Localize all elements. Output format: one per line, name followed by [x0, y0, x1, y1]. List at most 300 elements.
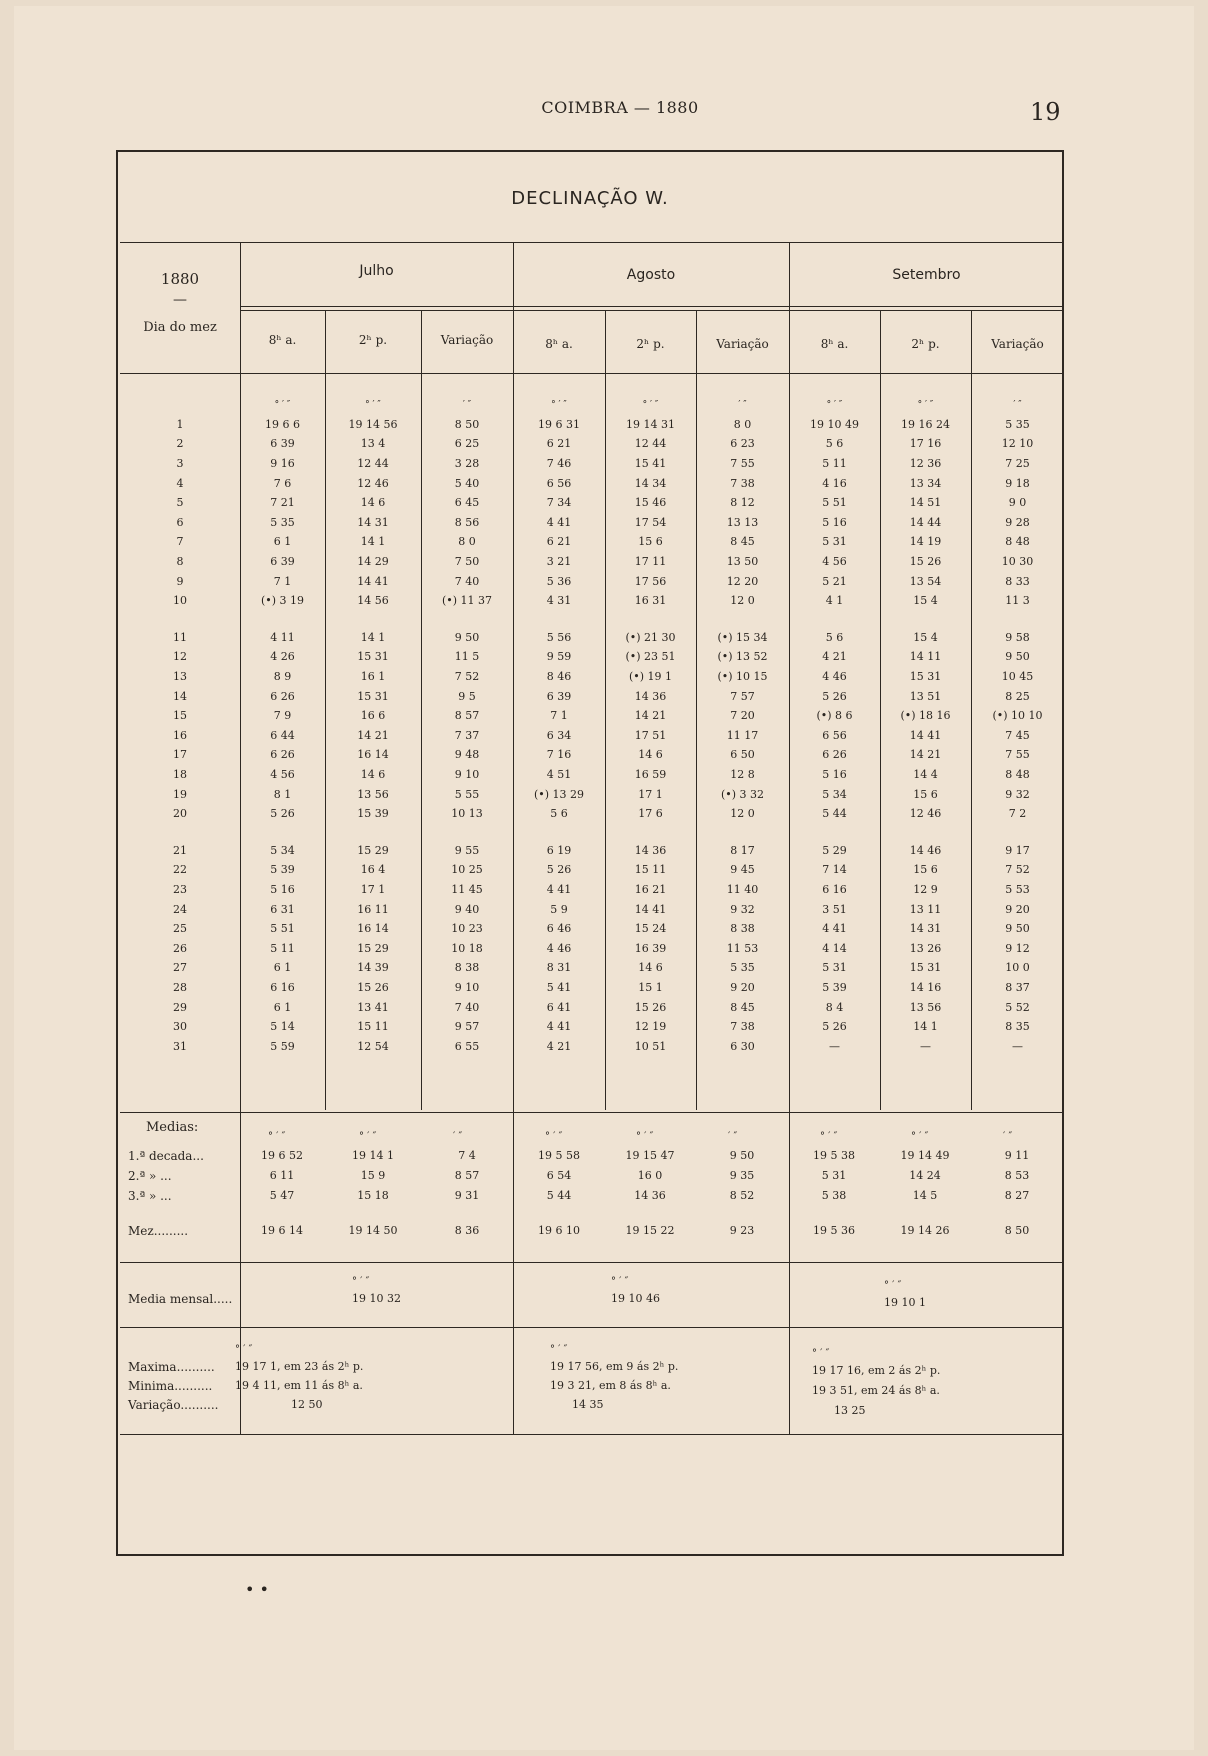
value-cell: 6 50 [730, 748, 755, 762]
value-cell: 8 48 [1005, 535, 1030, 549]
value-cell: 8 4 [825, 1000, 844, 1014]
mez-value: 19 15 22 [625, 1224, 675, 1237]
value-cell: 6 45 [454, 496, 480, 510]
value-cell: 13 13 [726, 515, 759, 529]
value-cell: 7 37 [454, 728, 480, 742]
table-row [120, 571, 1064, 591]
rule-under-colheads [120, 373, 1064, 374]
maxima-label: Maxima.......... [128, 1360, 215, 1374]
value-cell: 16 6 [360, 709, 386, 723]
rule-under-title [120, 242, 1064, 243]
day-cell: 11 [173, 630, 187, 644]
value-cell: 16 11 [357, 902, 389, 916]
value-cell: 13 56 [357, 787, 389, 801]
value-cell: 10 25 [451, 863, 483, 877]
value-cell: 8 57 [454, 709, 480, 723]
day-column-label: Dia do mez [143, 320, 217, 335]
value-cell: (•) 3 19 [260, 594, 305, 608]
value-cell: (•) 11 37 [441, 594, 493, 608]
value-cell: 19 6 6 [265, 417, 300, 431]
value-cell: 9 16 [270, 457, 295, 471]
value-cell: 12 46 [909, 807, 942, 821]
value-cell: — [1012, 1039, 1023, 1053]
value-cell: 10 51 [634, 1039, 667, 1053]
value-cell: 13 51 [909, 689, 942, 703]
value-cell: 19 14 56 [348, 417, 398, 431]
value-cell: 6 23 [730, 437, 755, 451]
value-cell: 5 9 [550, 902, 568, 916]
value-cell: 12 20 [726, 574, 759, 588]
value-cell: 6 34 [546, 728, 572, 742]
table-row [120, 860, 1064, 880]
day-cell: 31 [173, 1039, 187, 1053]
value-cell: (•) 10 10 [992, 709, 1043, 723]
table-row [120, 919, 1064, 939]
value-cell: 16 14 [357, 748, 389, 762]
value-cell: 7 46 [546, 457, 572, 471]
value-cell: 14 11 [909, 650, 942, 664]
value-cell: 6 55 [454, 1039, 480, 1053]
value-cell: 3 21 [546, 555, 572, 569]
value-cell: 11 17 [726, 728, 759, 742]
day-cell: 27 [173, 961, 187, 975]
value-cell: 7 50 [454, 555, 480, 569]
value-cell: 5 35 [270, 515, 295, 529]
medias-row-label: 2.ª » ... [128, 1169, 172, 1183]
table-row [120, 840, 1064, 860]
value-cell: 13 41 [357, 1000, 389, 1014]
unit-cell [120, 395, 240, 415]
day-cell: 28 [173, 980, 187, 994]
value-cell: 14 31 [357, 515, 389, 529]
rule-above-medias [120, 1112, 1064, 1113]
value-cell: 5 14 [270, 1020, 295, 1034]
value-cell: 10 45 [1001, 670, 1034, 684]
day-cell: 24 [173, 902, 187, 916]
medias-row-label: 1.ª decada... [128, 1149, 204, 1163]
media-mensal-setembro: 19 10 1 [884, 1296, 926, 1309]
day-cell: 5 [176, 496, 184, 510]
value-cell: 6 1 [273, 1000, 292, 1014]
mez-value: 19 6 14 [261, 1224, 303, 1237]
media-mensal-unit-julho: ° ′ ″ [352, 1276, 370, 1287]
value-cell: 4 26 [270, 650, 295, 664]
table-row [120, 513, 1064, 533]
value-cell: 9 5 [458, 689, 476, 703]
value-cell: 8 46 [546, 670, 572, 684]
value-cell: 14 41 [909, 728, 942, 742]
value-cell: 8 45 [730, 535, 755, 549]
value-cell: 15 6 [913, 863, 938, 877]
value-cell: (•) 18 16 [900, 709, 951, 723]
value-cell: 14 1 [360, 535, 386, 549]
value-cell: 9 50 [1005, 922, 1030, 936]
minima-label: Minima.......... [128, 1379, 213, 1393]
value-cell: 5 34 [270, 843, 295, 857]
value-cell: 4 41 [546, 1020, 572, 1034]
extremes-unit-setembro: ° ′ ″ [812, 1348, 830, 1359]
value-cell: 8 0 [458, 535, 476, 549]
mez-value: 19 14 26 [900, 1224, 950, 1237]
day-cell: 13 [173, 670, 187, 684]
unit-cell: ° ′ ″ [365, 399, 381, 410]
value-cell: (•) 13 52 [717, 650, 768, 664]
value-cell: 6 39 [270, 437, 295, 451]
value-cell: 15 39 [357, 807, 389, 821]
day-cell: 15 [173, 709, 187, 723]
medias-unit: ° ′ ″ [359, 1131, 377, 1142]
value-cell: 13 54 [909, 574, 942, 588]
medias-row-label: 3.ª » ... [128, 1189, 172, 1203]
rule-under-months-double [240, 310, 1064, 311]
value-cell: 6 41 [546, 1000, 572, 1014]
mez-label: Mez......... [128, 1224, 189, 1238]
mez-value: 9 23 [729, 1224, 755, 1237]
value-cell: 7 38 [730, 476, 755, 490]
medias-unit: ° ′ ″ [545, 1131, 563, 1142]
table-row [120, 454, 1064, 474]
value-cell: 4 56 [270, 767, 295, 781]
value-cell: 12 0 [730, 807, 755, 821]
value-cell: 4 46 [546, 941, 572, 955]
value-cell: 14 56 [357, 594, 389, 608]
table-row [120, 726, 1064, 746]
value-cell: 11 45 [451, 882, 483, 896]
medias-unit: ° ′ ″ [820, 1131, 838, 1142]
value-cell: 17 16 [909, 437, 942, 451]
value-cell: 14 29 [357, 555, 389, 569]
value-cell: 9 58 [1005, 630, 1030, 644]
value-cell: 15 46 [634, 496, 667, 510]
decade-gap [120, 611, 1064, 628]
value-cell: 16 21 [634, 882, 667, 896]
media-mensal-julho: 19 10 32 [352, 1292, 401, 1305]
medias-unit: ′ ″ [453, 1131, 463, 1142]
medias-value: 6 11 [269, 1169, 295, 1182]
value-cell: 17 1 [360, 882, 386, 896]
value-cell: 8 9 [273, 670, 292, 684]
value-cell: 5 6 [825, 630, 844, 644]
table-row [120, 434, 1064, 454]
value-cell: 5 59 [270, 1039, 295, 1053]
value-cell: 12 46 [357, 476, 389, 490]
value-cell: 4 41 [546, 882, 572, 896]
value-cell: 7 21 [270, 496, 295, 510]
value-cell: 12 10 [1001, 437, 1034, 451]
value-cell: 8 1 [273, 787, 292, 801]
value-cell: 9 50 [1005, 650, 1030, 664]
value-cell: 14 34 [634, 476, 667, 490]
medias-label: Medias: [146, 1120, 199, 1135]
value-cell: 7 57 [730, 689, 755, 703]
value-cell: (•) 8 6 [816, 709, 853, 723]
value-cell: 5 41 [546, 980, 572, 994]
day-cell: 29 [173, 1000, 187, 1014]
value-cell: 15 11 [634, 863, 667, 877]
value-cell: 5 29 [822, 843, 847, 857]
value-cell: 5 21 [822, 574, 847, 588]
value-cell: 4 1 [825, 594, 844, 608]
value-cell: 14 46 [909, 843, 942, 857]
value-cell: 9 48 [454, 748, 480, 762]
value-cell: 9 20 [730, 980, 755, 994]
variacao-julho: 12 50 [291, 1398, 323, 1411]
day-cell: 30 [173, 1020, 187, 1034]
value-cell: 15 31 [909, 670, 942, 684]
value-cell: 9 40 [454, 902, 480, 916]
value-cell: — [920, 1039, 931, 1053]
value-cell: 5 35 [730, 961, 755, 975]
value-cell: 6 39 [546, 689, 572, 703]
table-row [120, 667, 1064, 687]
gap-cell [120, 611, 1064, 628]
value-cell: 5 6 [825, 437, 844, 451]
value-cell: 6 1 [273, 535, 292, 549]
running-header [0, 98, 1208, 126]
value-cell: 6 56 [546, 476, 572, 490]
value-cell: 5 35 [1005, 417, 1030, 431]
value-cell: 14 51 [909, 496, 942, 510]
col-julho-2p: 2ʰ p. [358, 333, 388, 347]
value-cell: 5 39 [822, 980, 847, 994]
value-cell: 15 4 [913, 594, 938, 608]
year-dash: — [173, 292, 187, 308]
medias-value: 19 5 38 [813, 1149, 855, 1162]
col-setembro-8a: 8ʰ a. [820, 337, 849, 351]
value-cell: 12 36 [909, 457, 942, 471]
col-julho-var: Variação [440, 333, 494, 347]
value-cell: 14 41 [357, 574, 389, 588]
medias-unit: ′ ″ [1003, 1131, 1013, 1142]
table-row [120, 647, 1064, 667]
minima-julho: 19 4 11, em 11 ás 8ʰ a. [235, 1379, 363, 1392]
value-cell: 4 21 [822, 650, 847, 664]
value-cell: 15 31 [357, 650, 389, 664]
value-cell: 15 24 [634, 922, 667, 936]
value-cell: 15 31 [357, 689, 389, 703]
medias-value: 15 18 [357, 1189, 389, 1202]
rule-above-extremes [120, 1327, 1064, 1328]
value-cell: 12 54 [357, 1039, 389, 1053]
medias-value: 15 9 [360, 1169, 386, 1182]
value-cell: 7 40 [454, 574, 480, 588]
media-mensal-agosto: 19 10 46 [611, 1292, 660, 1305]
table-row [120, 899, 1064, 919]
maxima-agosto: 19 17 56, em 9 ás 2ʰ p. [550, 1360, 679, 1373]
month-julho: Julho [359, 263, 394, 279]
unit-cell: ° ′ ″ [917, 399, 934, 410]
value-cell: 4 46 [822, 670, 847, 684]
value-cell: 15 6 [638, 535, 663, 549]
value-cell: 8 38 [454, 961, 480, 975]
day-cell: 20 [173, 807, 187, 821]
value-cell: 16 14 [357, 922, 389, 936]
value-cell: 14 16 [909, 980, 942, 994]
value-cell: 15 29 [357, 941, 389, 955]
value-cell: 5 34 [822, 787, 847, 801]
value-cell: 9 45 [730, 863, 755, 877]
medias-value: 8 53 [1004, 1169, 1030, 1182]
value-cell: 5 26 [546, 863, 572, 877]
gap-cell [120, 823, 1064, 840]
day-cell: 22 [173, 863, 187, 877]
value-cell: 5 31 [822, 961, 847, 975]
value-cell: 7 2 [1008, 807, 1027, 821]
value-cell: 6 21 [546, 535, 572, 549]
medias-value: 6 54 [546, 1169, 572, 1182]
value-cell: 17 51 [634, 728, 667, 742]
value-cell: (•) 3 32 [720, 787, 765, 801]
value-cell: 8 56 [454, 515, 480, 529]
col-agosto-2p: 2ʰ p. [636, 337, 665, 351]
medias-value: 9 35 [729, 1169, 755, 1182]
medias-value: 14 24 [909, 1169, 941, 1182]
value-cell: 7 40 [454, 1000, 480, 1014]
value-cell: 6 44 [270, 728, 295, 742]
value-cell: 9 59 [546, 650, 572, 664]
table-row [120, 591, 1064, 611]
value-cell: 16 39 [634, 941, 667, 955]
value-cell: 13 26 [909, 941, 942, 955]
col-agosto-var: Variação [716, 337, 769, 351]
rule-above-media-mensal [120, 1262, 1064, 1263]
col-julho-8a: 8ʰ a. [268, 333, 297, 347]
value-cell: 8 25 [1005, 689, 1030, 703]
value-cell: 10 13 [451, 807, 483, 821]
value-cell: 5 26 [822, 689, 847, 703]
year-label: 1880 [160, 270, 200, 288]
value-cell: 15 41 [634, 457, 667, 471]
value-cell: 19 10 49 [810, 417, 859, 431]
value-cell: 7 55 [730, 457, 755, 471]
medias-unit: ° ′ ″ [268, 1131, 286, 1142]
value-cell: 11 40 [726, 882, 759, 896]
value-cell: 9 10 [454, 980, 480, 994]
page-number: 19 [1030, 98, 1061, 126]
value-cell: 10 0 [1005, 961, 1030, 975]
value-cell: 5 26 [822, 1020, 847, 1034]
medias-value: 8 27 [1004, 1189, 1030, 1202]
value-cell: 11 53 [726, 941, 759, 955]
value-cell: 13 56 [909, 1000, 942, 1014]
value-cell: 7 14 [822, 863, 847, 877]
day-cell: 7 [176, 535, 184, 549]
value-cell: 14 44 [909, 515, 942, 529]
rule-under-months [240, 306, 1064, 307]
day-cell: 19 [173, 787, 187, 801]
value-cell: 5 11 [822, 457, 847, 471]
value-cell: 9 12 [1005, 941, 1030, 955]
value-cell: 14 21 [634, 709, 667, 723]
value-cell: 5 51 [270, 922, 295, 936]
value-cell: 5 31 [822, 535, 847, 549]
medias-value: 19 14 1 [352, 1149, 394, 1162]
medias-value: 7 4 [458, 1149, 476, 1162]
medias-value: 5 44 [546, 1189, 572, 1202]
value-cell: 7 9 [273, 709, 292, 723]
day-cell: 12 [173, 650, 187, 664]
medias-value: 9 31 [454, 1189, 480, 1202]
value-cell: 14 19 [909, 535, 942, 549]
value-cell: 5 26 [270, 807, 295, 821]
value-cell: — [829, 1039, 840, 1053]
medias-value: 14 36 [634, 1189, 666, 1202]
medias-value: 5 47 [269, 1189, 295, 1202]
table-row [120, 978, 1064, 998]
mez-value: 8 50 [1004, 1224, 1030, 1237]
value-cell: 14 4 [913, 767, 938, 781]
value-cell: 19 6 31 [538, 417, 580, 431]
value-cell: 13 11 [909, 902, 942, 916]
value-cell: 11 3 [1005, 594, 1030, 608]
table-row [120, 493, 1064, 513]
value-cell: 5 11 [270, 941, 295, 955]
table-row [120, 784, 1064, 804]
unit-cell: ′ ″ [738, 399, 747, 410]
table-row [120, 473, 1064, 493]
minima-agosto: 19 3 21, em 8 ás 8ʰ a. [550, 1379, 671, 1392]
value-cell: (•) 13 29 [533, 787, 585, 801]
variacao-agosto: 14 35 [572, 1398, 604, 1411]
value-cell: 10 18 [451, 941, 483, 955]
day-cell: 10 [173, 594, 187, 608]
value-cell: 5 16 [822, 767, 847, 781]
medias-value: 9 11 [1004, 1149, 1030, 1162]
value-cell: 5 16 [822, 515, 847, 529]
medias-value: 19 6 52 [261, 1149, 303, 1162]
value-cell: 9 17 [1005, 843, 1030, 857]
value-cell: 6 16 [822, 882, 847, 896]
unit-cell: ° ′ ″ [642, 399, 659, 410]
value-cell: (•) 10 15 [717, 670, 768, 684]
day-cell: 18 [173, 767, 187, 781]
value-cell: 10 23 [451, 922, 483, 936]
value-cell: 14 41 [634, 902, 667, 916]
value-cell: 3 51 [822, 902, 847, 916]
media-mensal-unit-setembro: ° ′ ″ [884, 1280, 902, 1291]
value-cell: 6 30 [730, 1039, 755, 1053]
col-setembro-var: Variação [991, 337, 1044, 351]
day-cell: 26 [173, 941, 187, 955]
col-agosto-8a: 8ʰ a. [545, 337, 573, 351]
medias-value: 19 5 58 [538, 1149, 580, 1162]
value-cell: 5 55 [454, 787, 480, 801]
value-cell: 14 39 [357, 961, 389, 975]
value-cell: 9 50 [454, 630, 480, 644]
table-row [120, 532, 1064, 552]
value-cell: 9 57 [454, 1020, 480, 1034]
table-row [120, 1036, 1064, 1056]
value-cell: 8 12 [730, 496, 755, 510]
value-cell: 19 14 31 [626, 417, 675, 431]
value-cell: 5 52 [1005, 1000, 1030, 1014]
value-cell: 14 31 [909, 922, 942, 936]
value-cell: 4 31 [546, 594, 572, 608]
value-cell: 6 25 [454, 437, 480, 451]
value-cell: 8 33 [1005, 574, 1030, 588]
value-cell: 6 56 [822, 728, 847, 742]
table-row [120, 745, 1064, 765]
value-cell: 7 34 [546, 496, 572, 510]
value-cell: 7 25 [1005, 457, 1030, 471]
value-cell: 11 5 [454, 650, 480, 664]
table-row [120, 765, 1064, 785]
value-cell: 5 56 [546, 630, 572, 644]
value-cell: 14 6 [360, 496, 386, 510]
value-cell: 8 37 [1005, 980, 1030, 994]
table-row [120, 415, 1064, 435]
footer-mark: • • [245, 1580, 269, 1599]
